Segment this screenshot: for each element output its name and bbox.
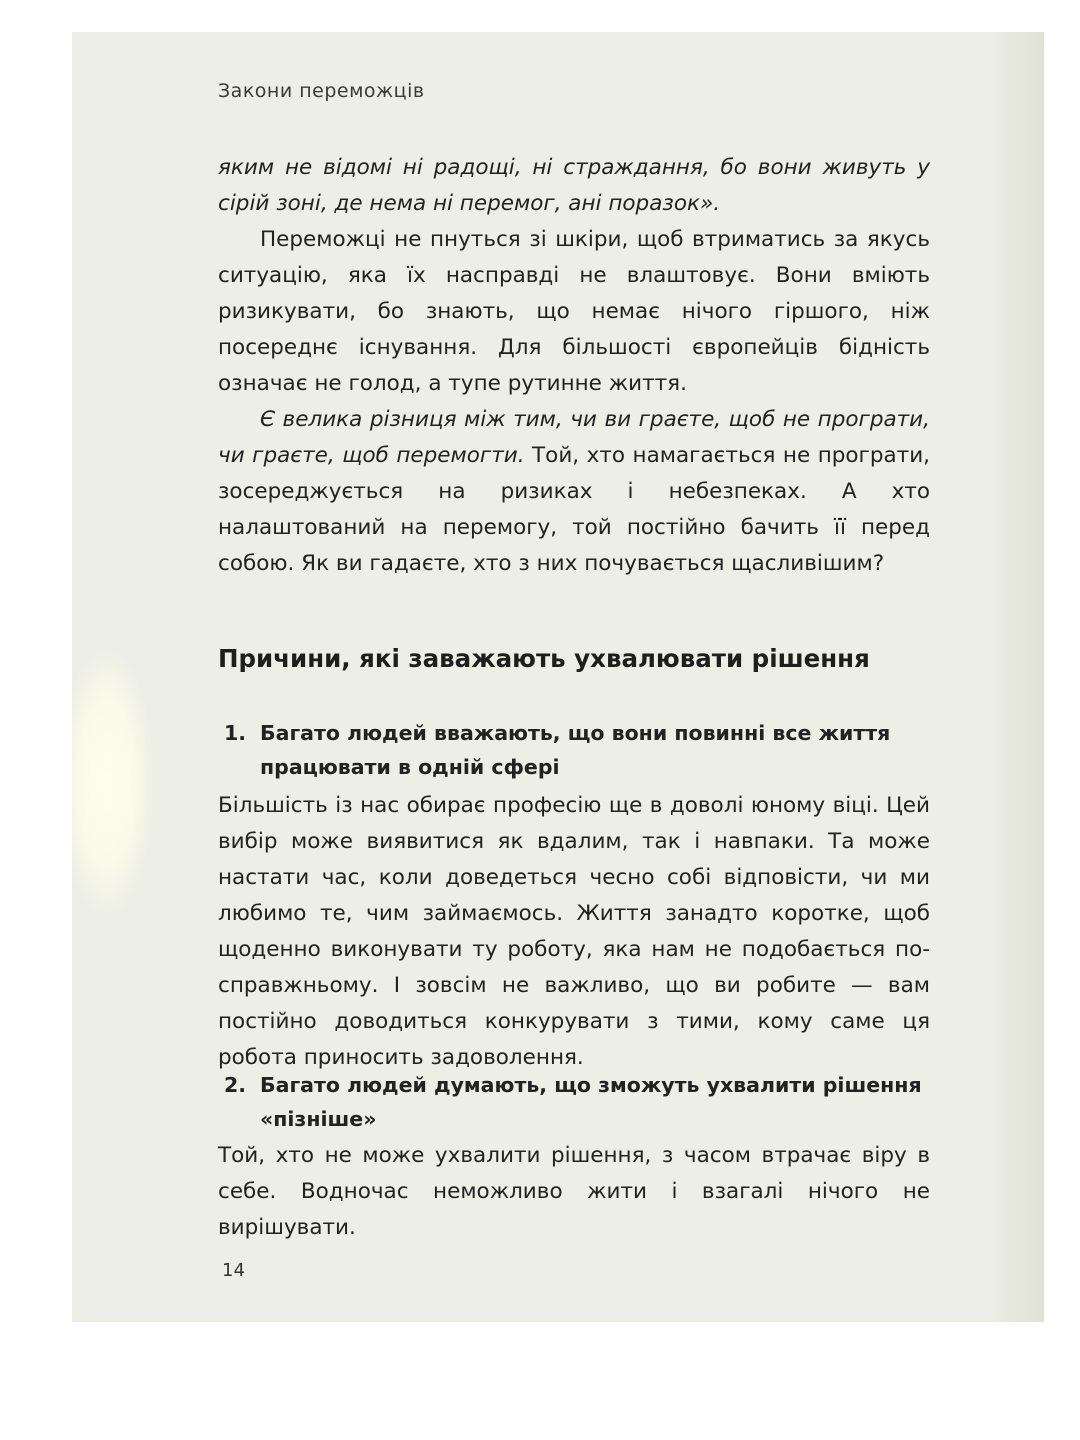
reason-1-heading xyxy=(218,716,930,784)
paragraph-winners xyxy=(218,222,930,402)
reason-2-title: Багато людей думають, що зможуть ухвалити рішення «пізніше» xyxy=(260,1073,922,1131)
reason-2-text: Той, хто не може ухвалити рішення, з часом втрачає віру в себе. Водночас неможливо жити і взагалі нічого не вирішувати. xyxy=(218,1143,930,1240)
section-heading: Причини, які заважають ухвалювати рішення xyxy=(218,644,870,673)
page-number: 14 xyxy=(222,1260,245,1281)
reason-1-number: 1. xyxy=(224,721,247,745)
reason-1-title: Багато людей вважають, що вони повинні все життя працювати в одній сфері xyxy=(260,721,891,779)
reason-2-number: 2. xyxy=(224,1073,247,1097)
book-page xyxy=(72,32,1044,1322)
paragraph-continued xyxy=(218,150,930,222)
light-glare xyxy=(72,652,152,912)
difference-rest: Той, хто намагається не програти, зосереджується на ризиках і небезпеках. А хто налаштований на перемогу, той постійно бачить її перед собою. Як ви гадаєте, хто з них почувається щасливішим? xyxy=(218,443,930,576)
winners-text: Переможці не пнуться зі шкіри, щоб втриматись за якусь ситуацію, яка їх насправді не влаштовує. Вони вміють ризикувати, бо знають, що немає нічого гіршого, ніж посереднє існування. Для більшості європейців бідність означає не голод, а тупе рутинне життя. xyxy=(218,227,930,396)
difference-italic: Є велика різниця між тим, чи ви граєте, щоб не програти, чи граєте, щоб перемогти. xyxy=(218,407,930,468)
reason-1-body xyxy=(218,788,930,1076)
reason-2-body xyxy=(218,1138,930,1246)
running-head: Закони переможців xyxy=(218,80,425,102)
reason-2-heading xyxy=(218,1068,930,1136)
quote-continuation: яким не відомі ні радощі, ні страждання, бо вони живуть у сірій зоні, де нема ні перемог, ані поразок». xyxy=(218,155,930,216)
reason-1-text: Більшість із нас обирає професію ще в доволі юному віці. Цей вибір може виявитися як вдалим, так і навпаки. Та може настати час, коли доведеться чесно собі відповісти, чи ми любимо те, чим займаємось. Життя занадто коротке, щоб щоденно виконувати ту роботу, яка нам не подобається по-справжньому. І зовсім не важливо, що ви робите — вам постійно доводиться конкурувати з тими, кому саме ця робота приносить задоволення. xyxy=(218,793,930,1070)
page-shadow xyxy=(984,32,1044,1322)
paragraph-difference xyxy=(218,402,930,582)
